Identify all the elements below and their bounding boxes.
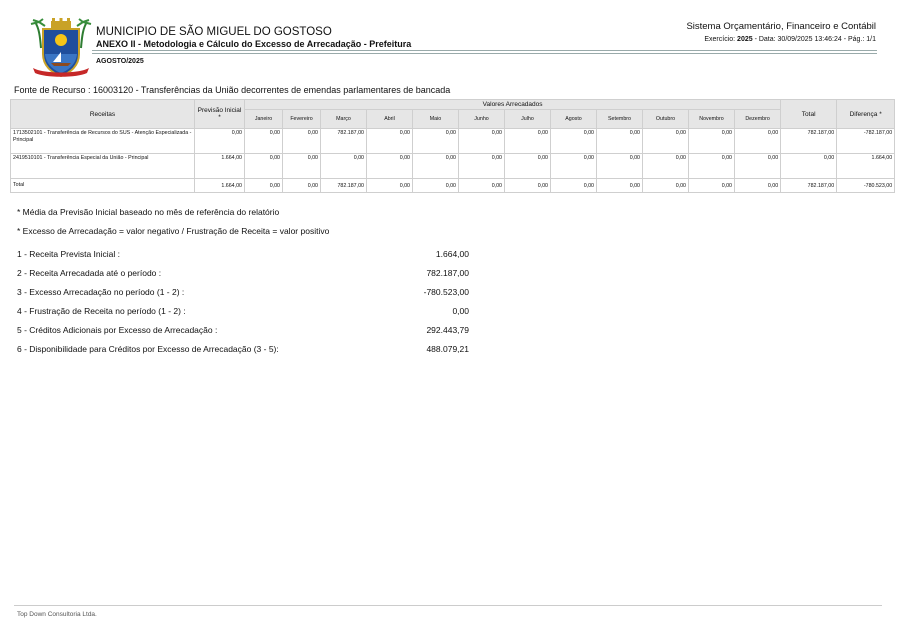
col-month: Fevereiro (283, 110, 321, 129)
col-month: Maio (413, 110, 459, 129)
summary-row (17, 306, 469, 316)
meta-suffix: - Data: 30/09/2025 13:46:24 - Pág.: 1/1 (754, 36, 876, 43)
summary-row (17, 344, 469, 354)
fonte-recurso: Fonte de Recurso : 16003120 - Transferências da União decorrentes de emendas parlamentares de bancada (14, 85, 451, 95)
row-month-value: 0,00 (245, 129, 283, 154)
total-month-value: 0,00 (689, 179, 735, 193)
total-month-value: 0,00 (459, 179, 505, 193)
row-previsao: 0,00 (195, 129, 245, 154)
total-month-value: 0,00 (245, 179, 283, 193)
row-total: 782.187,00 (781, 129, 837, 154)
row-month-value: 0,00 (459, 129, 505, 154)
row-total: 0,00 (781, 154, 837, 179)
total-diferenca: -780.523,00 (837, 179, 895, 193)
row-month-value: 0,00 (551, 154, 597, 179)
row-month-value: 0,00 (321, 154, 367, 179)
total-label: Total (11, 179, 195, 193)
note-previsao: * Média da Previsão Inicial baseado no mês de referência do relatório (17, 207, 280, 217)
row-month-value: 0,00 (735, 154, 781, 179)
summary-label: 5 - Créditos Adicionais por Excesso de Arrecadação : (17, 325, 218, 335)
report-meta (704, 36, 876, 43)
total-month-value: 0,00 (643, 179, 689, 193)
row-month-value: 0,00 (597, 154, 643, 179)
row-month-value: 0,00 (245, 154, 283, 179)
report-title: ANEXO II - Metodologia e Cálculo do Excesso de Arrecadação - Prefeitura (96, 39, 412, 49)
summary-value: 782.187,00 (426, 268, 469, 278)
row-month-value: 0,00 (643, 129, 689, 154)
summary-value: 488.079,21 (426, 344, 469, 354)
note-excesso: * Excesso de Arrecadação = valor negativo / Frustração de Receita = valor positivo (17, 226, 330, 236)
table-row (11, 129, 895, 154)
summary-value: -780.523,00 (423, 287, 469, 297)
revenue-table (10, 99, 895, 193)
col-month: Outubro (643, 110, 689, 129)
col-month: Junho (459, 110, 505, 129)
col-month: Março (321, 110, 367, 129)
total-month-value: 0,00 (597, 179, 643, 193)
header-divider-secondary (92, 53, 877, 54)
municipal-crest-icon (29, 18, 93, 78)
row-month-value: 0,00 (505, 129, 551, 154)
row-month-value: 0,00 (597, 129, 643, 154)
row-month-value: 0,00 (459, 154, 505, 179)
total-month-value: 0,00 (735, 179, 781, 193)
row-month-value: 0,00 (689, 154, 735, 179)
col-diferenca: Diferença * (837, 100, 895, 129)
header-divider (92, 50, 877, 51)
row-month-value: 0,00 (367, 154, 413, 179)
summary-label: 2 - Receita Arrecadada até o período : (17, 268, 162, 278)
row-month-value: 0,00 (551, 129, 597, 154)
col-month: Agosto (551, 110, 597, 129)
row-month-value: 0,00 (413, 129, 459, 154)
table-total-row (11, 179, 895, 193)
row-month-value: 0,00 (283, 129, 321, 154)
summary-row (17, 325, 469, 335)
col-previsao: Previsão Inicial * (195, 100, 245, 129)
summary-value: 1.664,00 (435, 249, 469, 259)
summary-label: 1 - Receita Prevista Inicial : (17, 249, 120, 259)
row-description: 2419510101 - Transferência Especial da União - Principal (11, 154, 195, 179)
row-month-value: 0,00 (367, 129, 413, 154)
table-row (11, 154, 895, 179)
total-month-value: 0,00 (283, 179, 321, 193)
municipality-name: MUNICIPIO DE SÃO MIGUEL DO GOSTOSO (96, 26, 332, 38)
total-previsao: 1.664,00 (195, 179, 245, 193)
footer-divider (14, 605, 882, 606)
row-diferenca: -782.187,00 (837, 129, 895, 154)
row-month-value: 0,00 (689, 129, 735, 154)
total-month-value: 0,00 (505, 179, 551, 193)
col-month: Setembro (597, 110, 643, 129)
summary-row (17, 287, 469, 297)
col-month: Julho (505, 110, 551, 129)
row-month-value: 782.187,00 (321, 129, 367, 154)
report-period: AGOSTO/2025 (96, 58, 144, 65)
total-month-value: 0,00 (551, 179, 597, 193)
summary-value: 0,00 (452, 306, 469, 316)
col-month: Novembro (689, 110, 735, 129)
summary-value: 292.443,79 (426, 325, 469, 335)
row-month-value: 0,00 (643, 154, 689, 179)
row-description: 1713502101 - Transferência de Recursos do SUS - Atenção Especializada - Principal (11, 129, 195, 154)
col-total: Total (781, 100, 837, 129)
meta-prefix: Exercício: (704, 36, 736, 43)
summary-row (17, 249, 469, 259)
total-month-value: 0,00 (413, 179, 459, 193)
row-month-value: 0,00 (735, 129, 781, 154)
summary-label: 4 - Frustração de Receita no período (1 - 2) : (17, 306, 186, 316)
summary-label: 6 - Disponibilidade para Créditos por Excesso de Arrecadação (3 - 5): (17, 344, 279, 354)
col-month: Dezembro (735, 110, 781, 129)
col-month: Abril (367, 110, 413, 129)
summary-label: 3 - Excesso Arrecadação no período (1 - 2) : (17, 287, 185, 297)
row-month-value: 0,00 (283, 154, 321, 179)
total-month-value: 782.187,00 (321, 179, 367, 193)
total-month-value: 0,00 (367, 179, 413, 193)
row-month-value: 0,00 (505, 154, 551, 179)
row-diferenca: 1.664,00 (837, 154, 895, 179)
col-month: Janeiro (245, 110, 283, 129)
summary-row (17, 268, 469, 278)
system-name: Sistema Orçamentário, Financeiro e Contábil (686, 21, 876, 32)
col-receitas: Receitas (11, 100, 195, 129)
total-total: 782.187,00 (781, 179, 837, 193)
row-previsao: 1.664,00 (195, 154, 245, 179)
meta-year: 2025 (737, 36, 753, 43)
footer-company: Top Down Consultoria Ltda. (17, 611, 97, 618)
col-valores: Valores Arrecadados (245, 100, 781, 110)
row-month-value: 0,00 (413, 154, 459, 179)
